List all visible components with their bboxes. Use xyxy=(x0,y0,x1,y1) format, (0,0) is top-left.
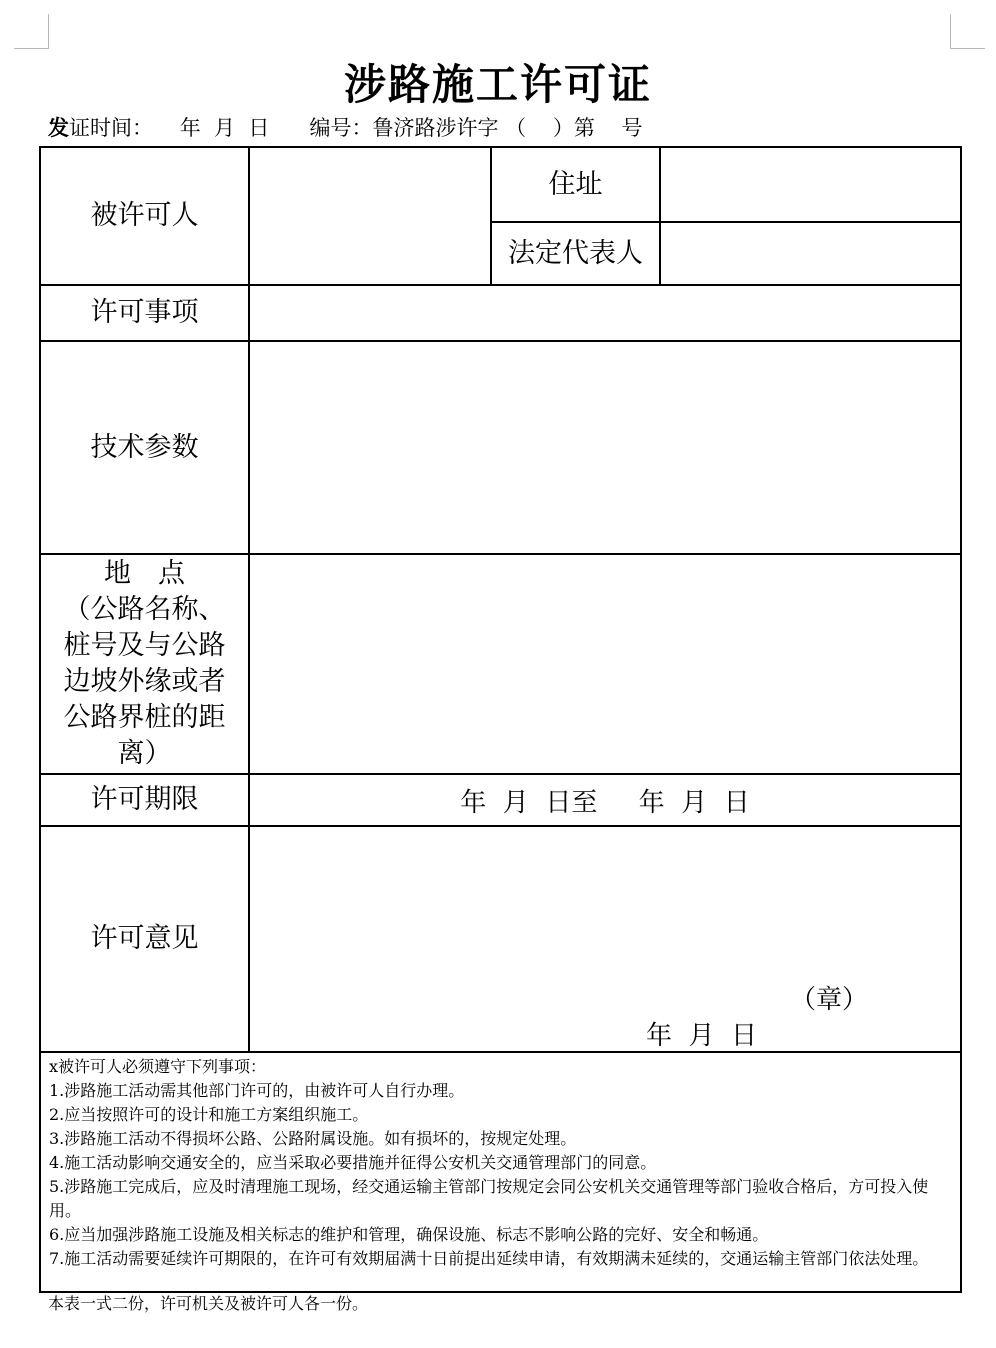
address-label: 住址 xyxy=(548,168,603,200)
item-value-cell[interactable] xyxy=(249,285,961,341)
location-value-cell[interactable] xyxy=(249,554,961,774)
issue-prefix: 发 xyxy=(48,115,69,140)
item-label-cell xyxy=(40,285,249,341)
location-label-line: 公路界桩的距 xyxy=(63,702,226,733)
permittee-label: 被许可人 xyxy=(90,200,199,231)
tech-label: 技术参数 xyxy=(90,431,199,463)
seal-text: （章） xyxy=(790,985,869,1015)
legal-rep-label-cell xyxy=(491,222,660,285)
permit-form-table xyxy=(39,146,962,1293)
document-title: 涉路施工许可证 xyxy=(343,60,652,109)
footer-note: 本表一式二份，许可机关及被许可人各一份。 xyxy=(48,1294,369,1313)
notes-item: 3.涉路施工活动不得损坏公路、公路附属设施。如有损坏的，按规定处理。 xyxy=(49,1129,577,1148)
address-label-cell xyxy=(491,147,660,222)
page-corner-mark-left xyxy=(14,14,49,49)
notes-cell xyxy=(40,1052,961,1292)
legal-rep-label: 法定代表人 xyxy=(508,237,643,269)
location-label-line: （公路名称、 xyxy=(63,594,226,625)
period-value-cell[interactable] xyxy=(249,774,961,826)
location-label-cell xyxy=(40,554,249,774)
period-value: 年 月 日至 年 月 日 xyxy=(460,787,750,818)
opinion-label-cell xyxy=(40,826,249,1052)
opinion-value-cell[interactable] xyxy=(249,826,961,1052)
permittee-label-cell xyxy=(40,147,249,285)
notes-item: 2.应当按照许可的设计和施工方案组织施工。 xyxy=(49,1105,369,1124)
opinion-date: 年 月 日 xyxy=(646,1021,758,1051)
address-value-cell[interactable] xyxy=(660,147,961,222)
notes-item: 7.施工活动需要延续许可期限的，在许可有效期届满十日前提出延续申请，有效期满未延续的，交通运输主管部门依法处理。 xyxy=(49,1249,929,1268)
legal-rep-value-cell[interactable] xyxy=(660,222,961,285)
item-label: 许可事项 xyxy=(90,297,199,328)
opinion-label: 许可意见 xyxy=(90,923,199,954)
tech-label-cell xyxy=(40,341,249,554)
location-label-line: 离） xyxy=(117,738,172,769)
tech-value-cell[interactable] xyxy=(249,341,961,554)
notes-heading: x被许可人必须遵守下列事项： xyxy=(49,1057,267,1076)
notes-item: 5.涉路施工完成后，应及时清理施工现场，经交通运输主管部门按规定会同公安机关交通管理等部门验收合格后，方可投入使用。 xyxy=(49,1177,929,1220)
notes-item: 4.施工活动影响交通安全的，应当采取必要措施并征得公安机关交通管理部门的同意。 xyxy=(49,1153,657,1172)
period-label-cell xyxy=(40,774,249,826)
location-label-line: 边坡外缘或者 xyxy=(63,666,226,697)
notes-item: 6.应当加强涉路施工设施及相关标志的维护和管理，确保设施、标志不影响公路的完好、安全和畅通。 xyxy=(49,1225,769,1244)
issue-details: 证时间： 年 月 日 编号：鲁济路涉许字 （ ）第 号 xyxy=(69,116,643,140)
permittee-value-cell[interactable] xyxy=(249,147,491,285)
page-corner-mark-right xyxy=(950,14,985,49)
notes-item: 1.涉路施工活动需其他部门许可的，由被许可人自行办理。 xyxy=(49,1081,465,1100)
location-label-line: 地 点 xyxy=(104,558,185,589)
period-label: 许可期限 xyxy=(90,784,199,815)
location-label-line: 桩号及与公路 xyxy=(63,630,226,661)
issue-info-line xyxy=(48,112,643,142)
